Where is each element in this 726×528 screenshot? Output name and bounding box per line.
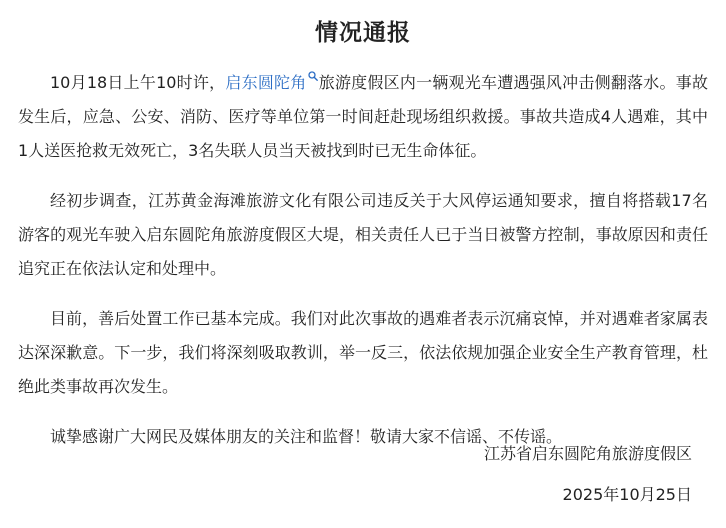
paragraph-1-intro: 10月18日上午10时许， — [50, 73, 226, 92]
paragraph-4: 诚挚感谢广大网民及媒体朋友的关注和监督！敬请大家不信谣、不传谣。 — [50, 427, 563, 446]
place-search-link-text[interactable]: 启东圆陀角 — [225, 73, 307, 92]
paragraph-1-body: 旅游度假区内一辆观光车遭遇强风冲击侧翻落水。事故发生后，应急、公安、消防、医疗等单位第一时间赶赴现场组织救援。事故共造成4人遇难，其中1人送医抢救无效死亡，3名失联人员当天被找到时已无生命体征。 — [18, 73, 708, 160]
signature-organization: 江苏省启东圆陀角旅游度假区 — [483, 444, 692, 463]
paragraph-2: 经初步调查，江苏黄金海滩旅游文化有限公司违反关于大风停运通知要求，擅自将搭载17名游客的观光车驶入启东圆陀角旅游度假区大堤，相关责任人已于当日被警方控制，事故原因和责任追究正在依法认定和处理中。 — [18, 191, 708, 278]
page-title: 情况通报 — [315, 20, 411, 46]
signature-date: 2025年10月25日 — [562, 485, 692, 504]
search-icon[interactable] — [308, 71, 318, 81]
place-search-link[interactable] — [225, 73, 318, 92]
paragraph-3: 目前，善后处置工作已基本完成。我们对此次事故的遇难者表示沉痛哀悼，并对遇难者家属表达深深歉意。下一步，我们将深刻吸取教训，举一反三，依法依规加强企业安全生产教育管理，杜绝此类事故再次发生。 — [18, 309, 708, 396]
paragraph-1 — [18, 66, 708, 168]
